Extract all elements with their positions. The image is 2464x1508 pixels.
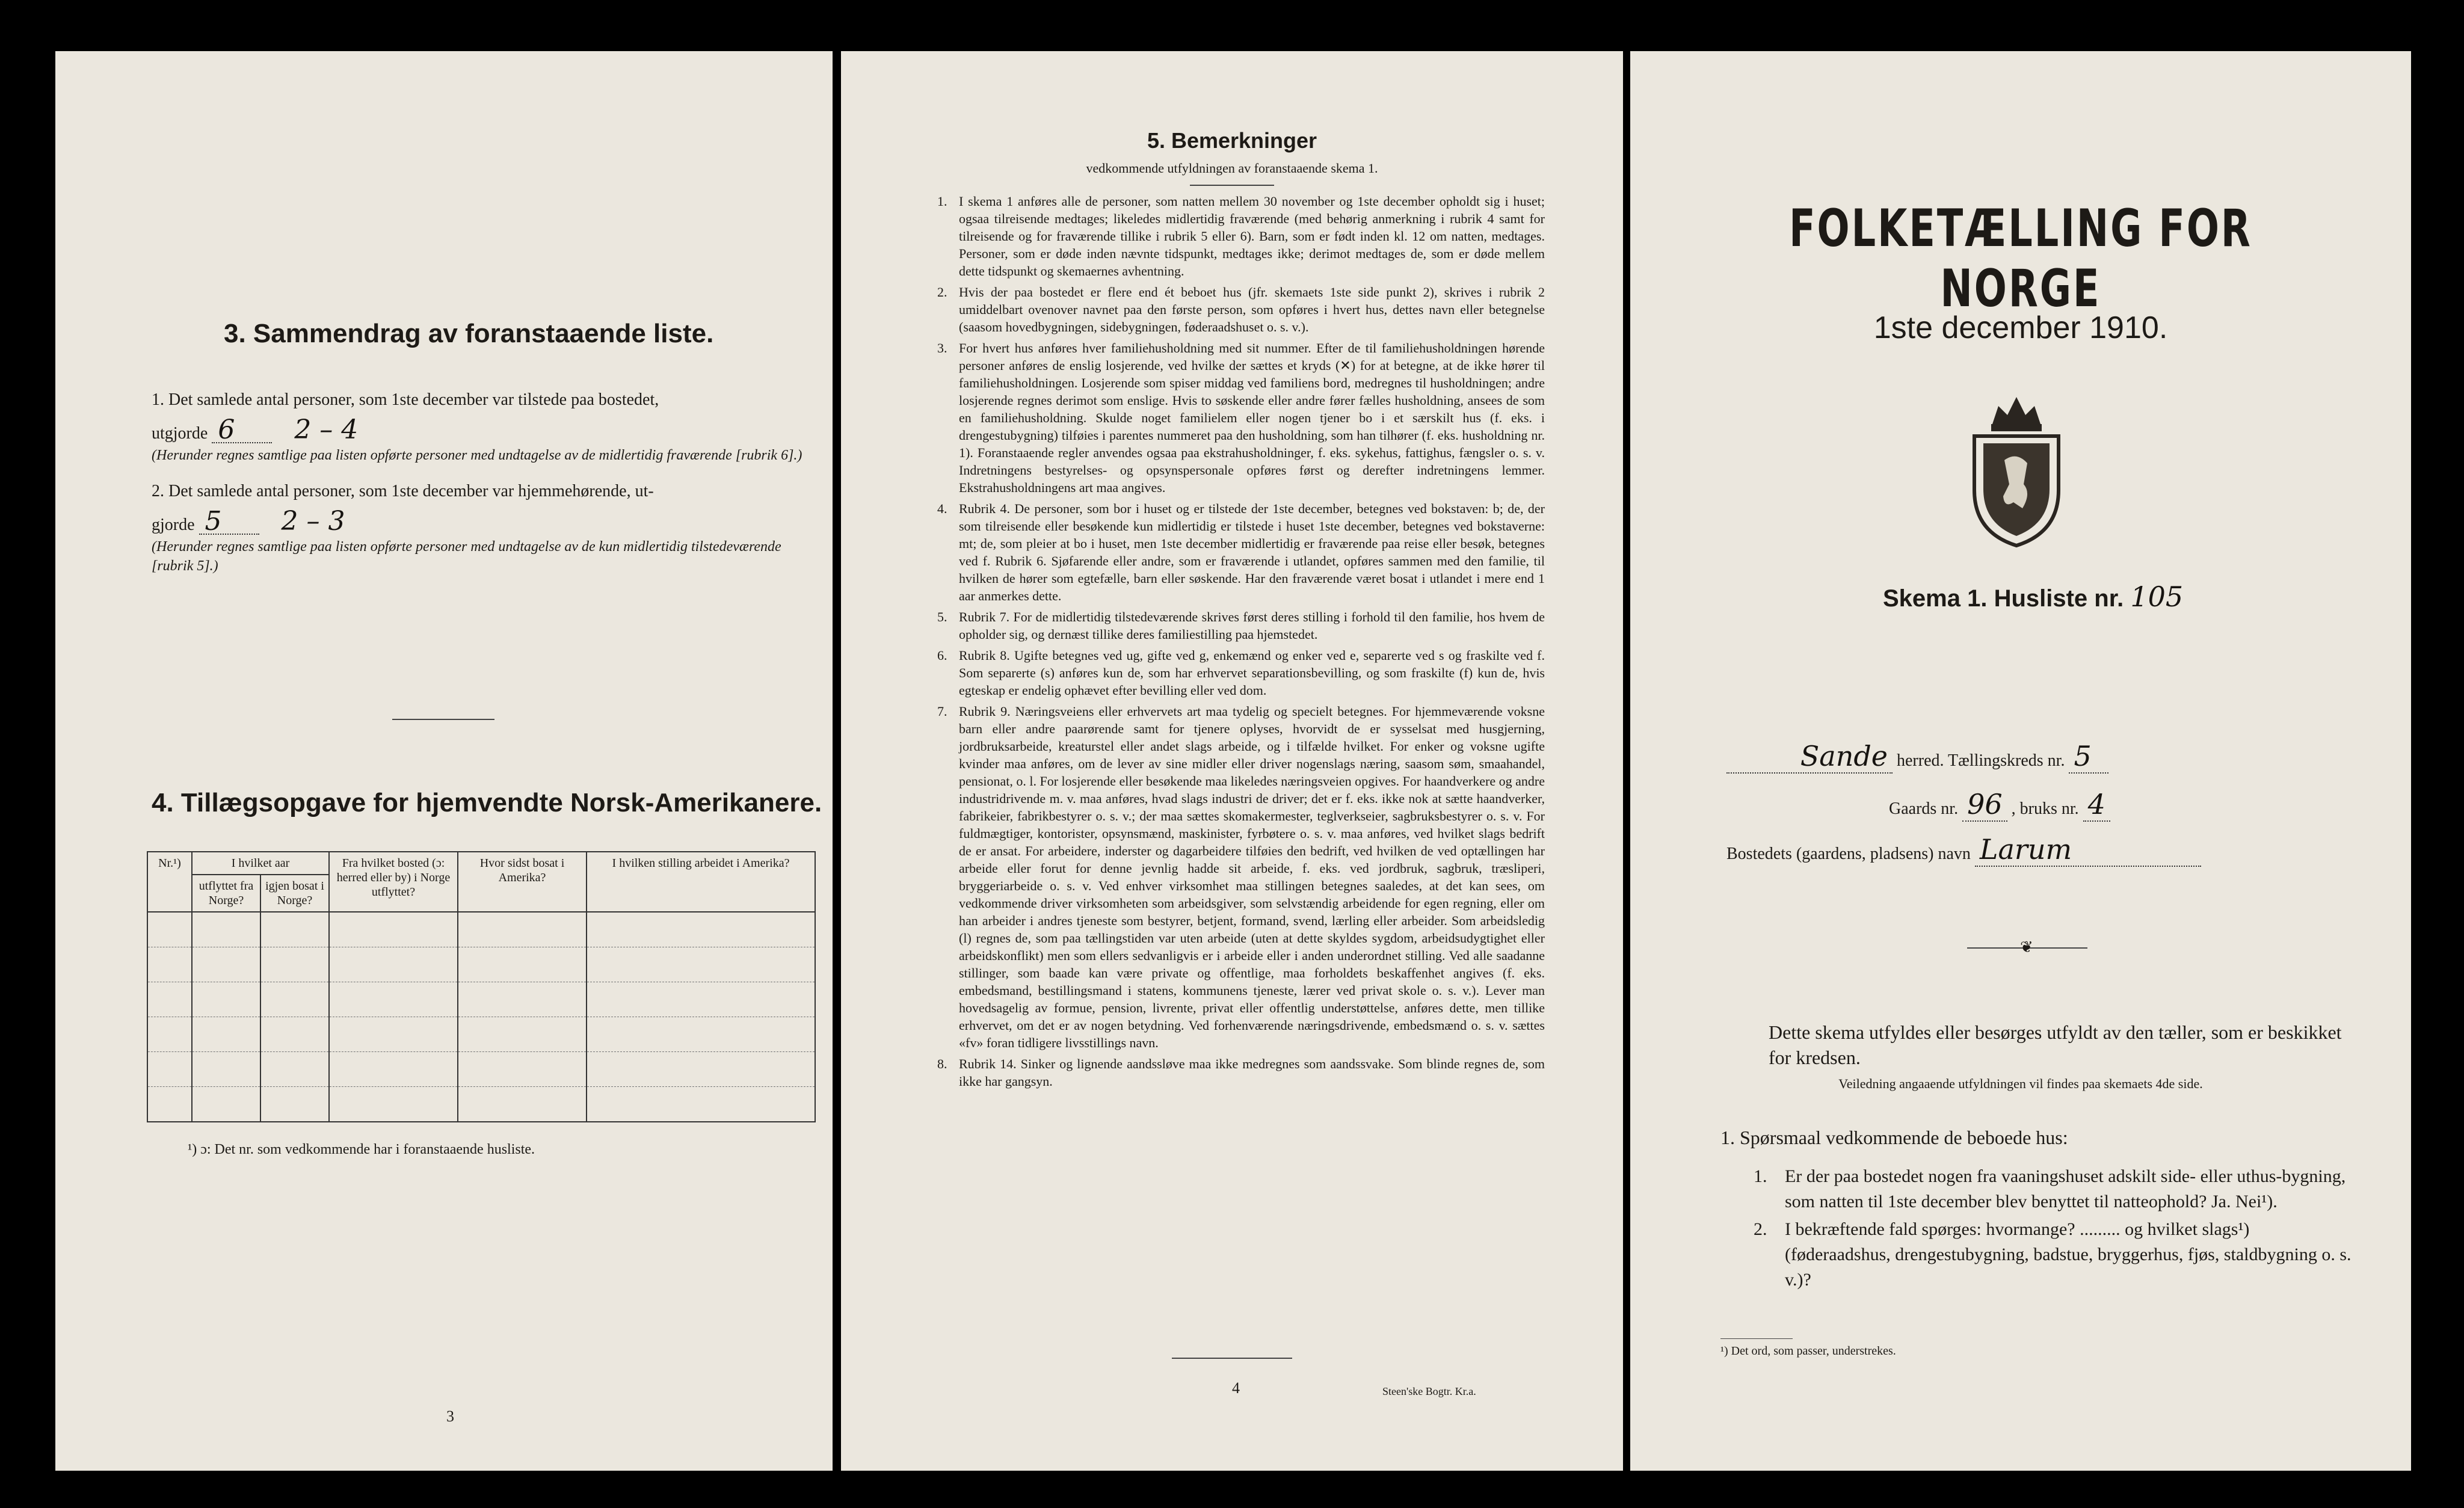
- kreds-label: Tællingskreds nr.: [1948, 751, 2065, 770]
- col-group-year: I hvilket aar: [192, 852, 329, 875]
- summary-item-1-text: 1. Det samlede antal personer, som 1ste december var tilstede paa bostedet,: [152, 390, 659, 409]
- remark-number: 6.: [937, 648, 947, 663]
- bottom-rule: [1172, 1358, 1292, 1359]
- ornament-icon: ❦: [2020, 938, 2033, 956]
- remark-text: Rubrik 8. Ugifte betegnes ved ug, gifte ved g, enkemænd og enker ved e, separerte ved s og fraskilte ved f. Som separerte (s) anføres kun de, som har erhvervet separationsbevilling, og som fraskilte (f) kun de, hvis egteskap er endelig ophævet efter bevilling eller ved dom.: [959, 648, 1545, 698]
- remark-text: Rubrik 9. Næringsveiens eller erhvervets art maa tydelig og specielt betegnes. For hjemmeværende voksne barn eller andre paarørende samt for tjenere oplyses, hvorvidt de er sysselsat med husgjerning, jordbruksarbeide, kreaturstel eller andet slags arbeide, og i tilfælde hvilket. For enker og voksne ugifte kvinder maa anføres, om de lever av sine midler eller driver nogenslags næring, saasom søm, smaahandel, pensionat, o. l. For losjerende eller besøkende maa likeledes næringsveien opgives. For haandverkere og andre industridrivende m. v. maa anføres, hvad slags industri de driver; det er f. eks. ikke nok at sætte haandverker, fabrikeier, fabrikbestyrer o. s. v.; der maa sættes skomakermester, teglverkseier, sagbruksbestyrer o. s. v. For fuldmægtiger, kontorister, opsynsmænd, maskinister, fyrbøtere o. s. v. maa anføres, ved hvilket slags bedrift de er ansat. For arbeidere, inderster og dagarbeidere tilføies den bedrift, ved hvilken de ved optællingen har arbeide eller forut for denne jevnlig hadde sit arbeide, f. eks. ved jordbruk, sagbruk, træsliperi, bryggeriarbeide o. s. v. Ved enhver virksomhet maa stillingen betegnes saaledes, at det kan sees, om vedkommende driver virksomheten som arbeidsgiver, som selvstændig arbeidende for egen regning, eller om han arbeider i andres tjeneste som bestyrer, betjent, formand, svend, lærling eller arbeider. Som arbeidsledig (l) regnes de, som paa tællingstiden var uten arbeide (uten at dette skyldes sygdom, arbeidsudygtighet eller arbeidskonflikt) men som ellers sedvanligvis er i arbeide eller i anden underordnet stilling. Ved alle saadanne stillinger, som baade kan være private og offentlige, maa forholdets beskaffenhet angives (f. eks. embedsmand, bestillingsmand i statens, kommunens tjeneste, lærer ved privat skole o. s. v.). Lever man hovedsagelig av formue, pension, livrente, privat eller offentlig understøttelse, anføres dette, men tillike erhvervet, om det er av nogen betydning. Ved forhenværende næringsdrivende, embedsmænd o. s. v. sættes «fv» foran tidligere livsstillings navn.: [959, 704, 1545, 1050]
- remark-item: [937, 1055, 1545, 1090]
- remarks-subheading: vedkommende utfyldningen av foranstaaende skema 1.: [1086, 161, 1378, 176]
- remark-item: [937, 703, 1545, 1051]
- remarks-list: [937, 192, 1545, 1094]
- guide-note: Veiledning angaaende utfyldningen vil findes paa skemaets 4de side.: [1838, 1076, 2203, 1091]
- summary-item-2-note: (Herunder regnes samtlige paa listen opførte personer med undtagelse av de kun midlertidig tilstedeværende [rubrik 5].): [152, 539, 781, 574]
- table-row: [147, 982, 815, 1017]
- remark-item: [937, 283, 1545, 336]
- remark-item: [937, 608, 1545, 643]
- footnote-right: ¹) Det ord, som passer, understrekes.: [1720, 1344, 1896, 1358]
- table-row: [147, 1087, 815, 1122]
- table-row: [147, 1017, 815, 1052]
- remark-number: 7.: [937, 704, 947, 719]
- question-number: 1.: [1754, 1166, 1767, 1186]
- norwegian-american-heading: 4. Tillægsopgave for hjemvendte Norsk-Amerikanere.: [152, 788, 822, 817]
- remark-text: For hvert hus anføres hver familiehusholdning med sit nummer. Efter de til familiehusholdningen hørende personer anføres de enslig losjerende, ved hvilke der sættes et kryds (✕) for at betegne, at de ikke hører til familiehusholdningen. Losjerende som spiser middag ved familiens bord, medregnes til husholdningen; andre losjerende regnes derimot som enslige. Hvis to søskende eller andre fører fælles husholdning, ansees de som en familiehusholdning. Skulde noget familielem eller nogen tjener bo i et særskilt hus (f. eks. i drengestubygning) tilføies i parentes nummeret paa den husholdning, som han tilhører (f. eks. husholdning nr. 1). Foranstaaende regler anvendes ogsaa paa ekstrahusholdninger, f. eks. sykehus, fattighus, fængsler o. s. v. Indretningens bestyrelses- og opsynspersonale opføres først og derefter indretningens lemmer. Ekstrahusholdningens art maa angives.: [959, 340, 1545, 495]
- table-row: [147, 912, 815, 947]
- remark-item: [937, 647, 1545, 699]
- summary-item-1-note: (Herunder regnes samtlige paa listen opførte personer med undtagelse av de midlertidig fraværende [rubrik 6].): [152, 448, 802, 463]
- summary-section: [152, 388, 813, 576]
- summary-item-1-value: 6: [212, 418, 272, 443]
- kreds-value: 5: [2069, 740, 2108, 774]
- gaards-label: Gaards nr.: [1889, 799, 1959, 818]
- herred-line: [1726, 740, 2108, 774]
- remarks-heading: 5. Bemerkninger: [1147, 128, 1317, 153]
- gaards-value: 96: [1962, 788, 2007, 822]
- separator-rule: [392, 719, 494, 720]
- norwegian-american-table: [147, 851, 816, 1122]
- question-item: [1754, 1164, 2355, 1214]
- question-text: I bekræftende fald spørges: hvormange? ......... og hvilket slags¹) (føderaadshus, drengestubygning, badstue, bryggerhus, fjøs, staldbygning o. s. v.)?: [1785, 1219, 2352, 1290]
- table-row: [147, 1052, 815, 1087]
- bosted-line: [1726, 833, 2201, 867]
- col-from-place: Fra hvilket bosted (ɔ: herred eller by) i Norge utflyttet?: [329, 852, 458, 912]
- col-emigrated: utflyttet fra Norge?: [192, 875, 260, 912]
- left-page: [55, 51, 833, 1471]
- col-occupation: I hvilken stilling arbeidet i Amerika?: [587, 852, 815, 912]
- census-title: FOLKETÆLLING FOR NORGE: [1789, 199, 2252, 319]
- question-item: [1754, 1217, 2355, 1293]
- heading-rule: [1190, 185, 1274, 186]
- remark-item: [937, 192, 1545, 280]
- remark-text: Rubrik 14. Sinker og lignende aandssløve maa ikke medregnes som aandssvake. Som blinde regnes de, som ikke har gangsyn.: [959, 1056, 1545, 1089]
- remark-number: 8.: [937, 1056, 947, 1071]
- printer-imprint: Steen'ske Bogtr. Kr.a.: [1382, 1385, 1476, 1397]
- herred-value: Sande: [1726, 740, 1893, 774]
- schema-line: [1883, 580, 2183, 613]
- table-row: [147, 947, 815, 982]
- footnote-rule: [1720, 1338, 1793, 1339]
- summary-item-1-label: utgjorde: [152, 424, 208, 443]
- middle-page: [841, 51, 1623, 1471]
- census-date: 1ste december 1910.: [1873, 310, 2168, 345]
- page-number-middle: 4: [1232, 1379, 1240, 1397]
- col-returned: igjen bosat i Norge?: [260, 875, 329, 912]
- summary-item-1-handwriting: 2 – 4: [294, 414, 359, 445]
- table-footnote: ¹) ɔ: Det nr. som vedkommende har i foranstaaende husliste.: [188, 1142, 535, 1157]
- summary-heading: 3. Sammendrag av foranstaaende liste.: [224, 319, 714, 348]
- remark-text: Rubrik 7. For de midlertidig tilstedeværende skrives først deres stilling i forhold til den familie, hos hvem de opholder sig, og dernæst tillike deres familiestilling paa hjemstedet.: [959, 609, 1545, 642]
- remark-number: 2.: [937, 285, 947, 300]
- remark-number: 1.: [937, 194, 947, 209]
- remark-number: 5.: [937, 609, 947, 624]
- questions-heading: 1. Spørsmaal vedkommende de beboede hus:: [1720, 1127, 2068, 1148]
- summary-item-2-text: 2. Det samlede antal personer, som 1ste december var hjemmehørende, ut-: [152, 482, 654, 500]
- remark-text: I skema 1 anføres alle de personer, som natten mellem 30 november og 1ste december opholdt sig i huset; ogsaa tilreisende medtages; likeledes midlertidig fraværende (med behørig anmerkning i rubrik 4 samt for tilreisende og for fraværende tillike i rubrik 5 eller 6). Barn, som er født inden kl. 12 om natten, medtages. Personer, som er døde inden nævnte tidspunkt, medtages ikke; derimot medtages de, som er døde mellem dette tidspunkt og skemaernes avhentning.: [959, 194, 1545, 279]
- question-text: Er der paa bostedet nogen fra vaaningshuset adskilt side- eller uthus-bygning, som natten til 1ste december blev benyttet til natteophold? Ja. Nei¹).: [1785, 1166, 2346, 1211]
- remark-item: [937, 339, 1545, 496]
- col-nr: Nr.¹): [147, 852, 192, 912]
- schema-label: Skema 1. Husliste nr.: [1883, 585, 2124, 612]
- remark-text: Hvis der paa bostedet er flere end ét beboet hus (jfr. skemaets 1ste side punkt 2), skrives i rubrik 2 umiddelbart ovenover navnet paa den første person, som opføres i hvert hus, dettes navn eller betegnelse (saasom hovedbygningen, sidebygningen, føderaadshuset o. s. v.).: [959, 285, 1545, 334]
- remark-item: [937, 500, 1545, 605]
- bruks-label: , bruks nr.: [2011, 799, 2079, 818]
- right-page: [1630, 51, 2411, 1471]
- remark-number: 3.: [937, 340, 947, 355]
- question-number: 2.: [1754, 1219, 1767, 1239]
- bruks-value: 4: [2083, 788, 2110, 822]
- remark-text: Rubrik 4. De personer, som bor i huset og er tilstede der 1ste december, betegnes ved bokstaven: b; de, der som tilreisende eller besøkende kun midlertidig er tilstede i huset 1ste december, betegnes ved bokstaverne: mt; de, som pleier at bo i huset, men 1ste december midlertidig er fraværende paa reise eller besøk, betegnes ved f. Rubrik 6. Sjøfarende eller andre, som er fraværende i utlandet, opføres sammen med den familie, til hvilken de hører som egtefælle, barn eller søskende. Har den fraværende været bosat i utlandet i mere end 1 aar anmerkes dette.: [959, 501, 1545, 603]
- bosted-value: Larum: [1975, 833, 2201, 867]
- schema-number: 105: [2130, 580, 2184, 613]
- coat-of-arms-icon: [1956, 388, 2077, 550]
- fill-instruction: Dette skema utfyldes eller besørges utfyldt av den tæller, som er beskikket for kredsen.: [1769, 1021, 2342, 1068]
- summary-item-2-value: 5: [199, 509, 259, 535]
- herred-label: herred.: [1897, 751, 1944, 770]
- bosted-label: Bostedets (gaardens, pladsens) navn: [1726, 845, 1971, 863]
- summary-item-2-handwriting: 2 – 3: [281, 506, 345, 537]
- page-number-left: 3: [446, 1408, 454, 1425]
- questions-list: [1754, 1164, 2355, 1295]
- remark-number: 4.: [937, 501, 947, 516]
- col-last-residence: Hvor sidst bosat i Amerika?: [458, 852, 587, 912]
- summary-item-2-label: gjorde: [152, 515, 195, 534]
- gaard-line: [1889, 788, 2110, 822]
